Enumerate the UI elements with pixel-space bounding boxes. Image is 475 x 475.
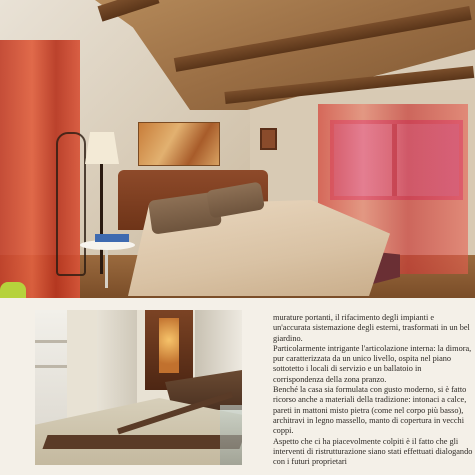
column xyxy=(97,310,137,420)
side-table-leg xyxy=(105,248,108,288)
glass-railing xyxy=(220,405,242,465)
wood-inlay xyxy=(42,435,242,449)
article-paragraph: murature portanti, il rifacimento degli impianti e un'accurata sistemazione degli esterni, trasformati in un bel giardino. xyxy=(273,313,470,343)
wall-painting xyxy=(138,122,220,166)
shelf xyxy=(35,340,67,343)
interior-stairs-photo xyxy=(35,310,242,465)
article-paragraph: Benché la casa sia formulata con gusto moderno, si è fatto ricorso anche a materiali della tradizione: intonaci a calce, pareti in mattoni misto pietra (come nel corpo più basso), architravi in legno massello, manto di copertura in vecchi coppi. xyxy=(273,385,467,436)
article-text xyxy=(273,313,473,473)
shelf xyxy=(35,365,67,368)
floor-lamp-shade xyxy=(85,132,119,164)
books xyxy=(95,234,129,242)
doorway xyxy=(145,310,193,390)
floor-lamp-stem xyxy=(100,164,103,274)
article-paragraph: Particolarmente intrigante l'articolazione interna: la dimora, pur caratterizzata da un unico livello, ospita nel piano sottotetto i locali di servizio e un ballatoio in corrispondenza della zona pranzo. xyxy=(273,343,472,384)
green-stool xyxy=(0,282,26,298)
small-picture-frame xyxy=(260,128,277,150)
article-paragraph: Aspetto che ci ha piacevolmente colpiti è il fatto che gli interventi di ristrutturazione siano stati effettuati dialogando con i futuri proprietari xyxy=(273,436,473,467)
wire-sculpture xyxy=(56,132,86,276)
